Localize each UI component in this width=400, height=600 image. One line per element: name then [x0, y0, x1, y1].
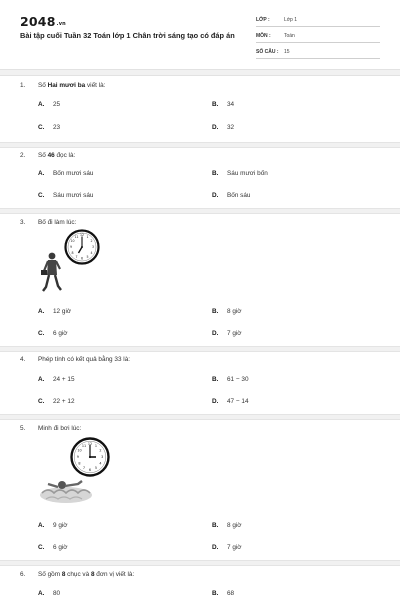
header — [0, 0, 400, 70]
svg-text:12: 12 — [87, 442, 93, 447]
svg-text:9: 9 — [69, 245, 73, 250]
svg-text:2: 2 — [90, 238, 93, 243]
svg-text:6: 6 — [88, 467, 92, 472]
svg-text:5: 5 — [94, 466, 98, 470]
question-number: 3. — [20, 219, 26, 226]
svg-text:12: 12 — [79, 233, 85, 238]
father-going-to-work-illustration — [38, 229, 104, 307]
question-2: 2. Số 46 đọc là: A. Bốn mươi sáu B. Sáu mươi bốn C. Sáu mươi sáu D. Bốn sáu — [20, 152, 268, 199]
header-divider — [0, 69, 400, 76]
svg-text:1: 1 — [94, 444, 98, 448]
site-logo[interactable]: 2048.vn — [20, 14, 66, 29]
question-text: Số Hai mươi ba viết là: — [38, 82, 106, 89]
meta-subject — [256, 29, 380, 43]
meta-count-label: SỐ CÂU : — [256, 49, 279, 55]
question-text: Số gồm 8 chục và 8 đơn vị viết là: — [38, 571, 135, 578]
question-number: 1. — [20, 82, 26, 89]
meta-subject-value: Toán — [284, 33, 295, 39]
svg-text:7: 7 — [75, 255, 78, 259]
svg-text:4: 4 — [99, 461, 102, 466]
question-divider — [0, 208, 400, 214]
question-divider — [0, 346, 400, 352]
meta-class-value: Lớp 1 — [284, 17, 298, 23]
question-divider — [0, 560, 400, 566]
svg-text:4: 4 — [90, 251, 93, 255]
svg-text:11: 11 — [74, 234, 79, 239]
question-3: 3. Bố đi làm lúc: 12 1 2 3 4 5 6 7 8 9 10 11 A. 12 giờ B. 8 giờ C. 6 giờ D. 7 giờ — [20, 219, 242, 337]
clock-icon — [66, 231, 99, 264]
question-number: 5. — [20, 425, 26, 432]
svg-text:10: 10 — [77, 448, 82, 453]
question-divider — [0, 414, 400, 420]
meta-class-label: LỚP : — [256, 17, 270, 23]
swimming-illustration — [38, 435, 118, 511]
meta-class — [256, 13, 380, 27]
man-figure — [41, 253, 61, 291]
svg-text:7: 7 — [82, 466, 86, 470]
svg-text:6: 6 — [80, 256, 84, 261]
question-text: Phép tính có kết quả bằng 33 là: — [38, 356, 131, 363]
svg-text:8: 8 — [71, 251, 74, 255]
svg-text:1: 1 — [86, 234, 89, 239]
question-number: 2. — [20, 152, 26, 159]
svg-text:10: 10 — [70, 238, 75, 243]
question-6: 6. Số gồm 8 chục và 8 đơn vị viết là: A. 80 B. 68 — [20, 571, 235, 597]
svg-text:2: 2 — [99, 448, 102, 453]
svg-text:5: 5 — [86, 255, 89, 259]
clock-icon — [72, 439, 109, 476]
meta-question-count — [256, 45, 380, 59]
question-5: 5. Minh đi bơi lúc: 12 1 2 3 4 5 6 7 8 9 10 11 A. 9 giờ B. 8 giờ C. 6 giờ D. 7 giờ — [20, 425, 242, 551]
question-number: 4. — [20, 356, 26, 363]
question-1: 1. Số Hai mươi ba viết là: A. 25 B. 34 C. 23 D. 32 — [20, 82, 235, 131]
svg-text:3: 3 — [91, 245, 95, 250]
page-title: Bài tập cuối Tuần 32 Toán lớp 1 Chân trời sáng tạo có đáp án — [20, 31, 235, 40]
svg-text:9: 9 — [76, 455, 79, 460]
svg-text:8: 8 — [78, 461, 81, 466]
question-text: Bố đi làm lúc: — [38, 219, 77, 226]
question-divider — [0, 142, 400, 148]
svg-text:3: 3 — [101, 455, 104, 460]
question-number: 6. — [20, 571, 26, 578]
question-text: Số 46 đọc là: — [38, 152, 76, 159]
swimmer-figure — [40, 481, 92, 503]
meta-count-value: 15 — [284, 49, 290, 55]
svg-text:11: 11 — [81, 444, 87, 448]
question-text: Minh đi bơi lúc: — [38, 425, 82, 432]
meta-subject-label: MÔN : — [256, 33, 271, 39]
question-4: 4. Phép tính có kết quả bằng 33 là: A. 24 + 15 B. 61 − 30 C. 22 + 12 D. 47 − 14 — [20, 356, 249, 405]
